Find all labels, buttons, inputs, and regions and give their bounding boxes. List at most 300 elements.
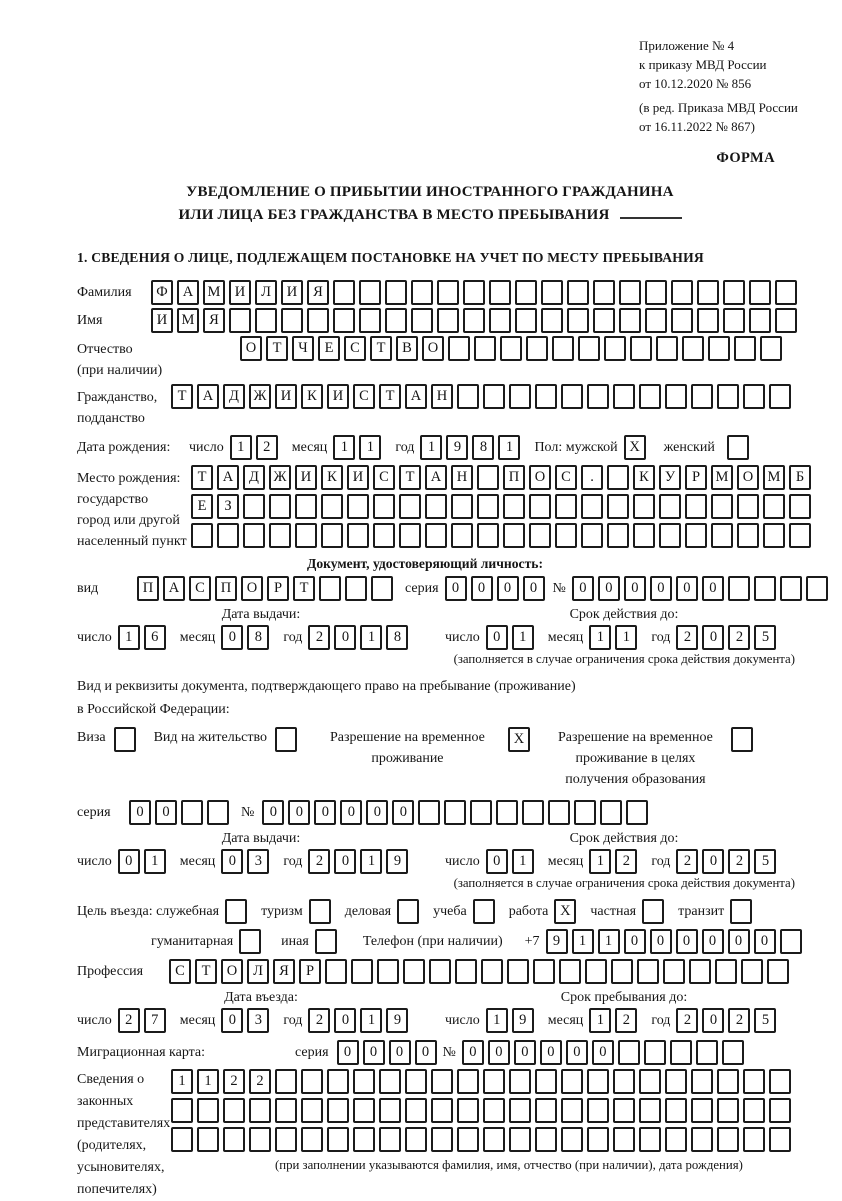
form-cell[interactable] [697,280,719,305]
form-cell[interactable] [567,280,589,305]
form-cell[interactable] [637,959,659,984]
form-cell[interactable] [444,800,466,825]
form-cell[interactable] [191,523,213,548]
form-cell[interactable] [529,523,551,548]
form-cell[interactable] [327,1127,349,1152]
form-cell[interactable]: 0 [572,576,594,601]
form-cell[interactable]: 1 [144,849,166,874]
form-cell[interactable] [618,1040,640,1065]
form-cell[interactable] [587,1069,609,1094]
form-cell[interactable] [295,523,317,548]
form-cell[interactable]: 0 [288,800,310,825]
form-cell[interactable]: 0 [598,576,620,601]
form-cell[interactable] [379,1127,401,1152]
form-cell[interactable] [741,959,763,984]
form-cell[interactable]: Т [266,336,288,361]
form-cell[interactable]: 0 [728,929,750,954]
form-cell[interactable]: 8 [386,625,408,650]
form-cell[interactable]: 0 [566,1040,588,1065]
form-cell[interactable] [723,308,745,333]
form-cell[interactable]: 0 [650,929,672,954]
form-cell[interactable]: Я [307,280,329,305]
form-cell[interactable] [561,1069,583,1094]
form-cell[interactable] [529,494,551,519]
form-cell[interactable]: С [373,465,395,490]
form-cell[interactable] [665,1069,687,1094]
form-cell[interactable] [377,959,399,984]
form-cell[interactable] [633,523,655,548]
form-cell[interactable]: 0 [221,1008,243,1033]
form-cell[interactable] [275,727,297,752]
form-cell[interactable] [307,308,329,333]
form-cell[interactable] [769,1069,791,1094]
form-cell[interactable] [587,1098,609,1123]
form-cell[interactable]: 9 [386,849,408,874]
form-cell[interactable]: 2 [728,625,750,650]
form-cell[interactable] [470,800,492,825]
form-cell[interactable] [581,494,603,519]
form-cell[interactable] [373,523,395,548]
form-cell[interactable] [685,494,707,519]
form-cell[interactable] [431,1098,453,1123]
form-cell[interactable]: 0 [497,576,519,601]
form-cell[interactable] [309,899,331,924]
form-cell[interactable] [717,384,739,409]
form-cell[interactable] [760,336,782,361]
form-cell[interactable] [604,336,626,361]
form-cell[interactable] [171,1098,193,1123]
form-cell[interactable] [708,336,730,361]
form-cell[interactable] [319,576,341,601]
form-cell[interactable]: Ф [151,280,173,305]
form-cell[interactable] [717,1098,739,1123]
form-cell[interactable] [418,800,440,825]
form-cell[interactable] [775,308,797,333]
form-cell[interactable] [223,1127,245,1152]
form-cell[interactable] [359,280,381,305]
form-cell[interactable]: 0 [363,1040,385,1065]
form-cell[interactable]: П [215,576,237,601]
form-cell[interactable] [639,384,661,409]
form-cell[interactable]: 2 [249,1069,271,1094]
form-cell[interactable]: 8 [472,435,494,460]
form-cell[interactable]: И [229,280,251,305]
form-cell[interactable] [691,1127,713,1152]
form-cell[interactable] [552,336,574,361]
form-cell[interactable] [780,576,802,601]
form-cell[interactable]: 0 [462,1040,484,1065]
form-cell[interactable]: Ж [249,384,271,409]
form-cell[interactable]: И [281,280,303,305]
form-cell[interactable]: И [295,465,317,490]
form-cell[interactable]: Н [451,465,473,490]
form-cell[interactable] [425,523,447,548]
form-cell[interactable] [645,308,667,333]
form-cell[interactable]: Л [247,959,269,984]
form-cell[interactable]: О [422,336,444,361]
form-cell[interactable] [630,336,652,361]
form-cell[interactable] [321,523,343,548]
form-cell[interactable]: З [217,494,239,519]
form-cell[interactable] [275,1069,297,1094]
form-cell[interactable] [806,576,828,601]
form-cell[interactable] [754,576,776,601]
form-cell[interactable] [559,959,581,984]
form-cell[interactable] [633,494,655,519]
form-cell[interactable] [737,494,759,519]
form-cell[interactable] [333,280,355,305]
form-cell[interactable] [500,336,522,361]
form-cell[interactable] [689,959,711,984]
form-cell[interactable] [425,494,447,519]
form-cell[interactable]: 2 [308,849,330,874]
form-cell[interactable]: А [177,280,199,305]
form-cell[interactable] [399,523,421,548]
form-cell[interactable] [743,1098,765,1123]
form-cell[interactable]: 3 [247,1008,269,1033]
form-cell[interactable] [743,384,765,409]
form-cell[interactable]: К [301,384,323,409]
form-cell[interactable] [483,1098,505,1123]
form-cell[interactable]: Д [223,384,245,409]
form-cell[interactable]: 0 [702,576,724,601]
form-cell[interactable] [548,800,570,825]
form-cell[interactable] [711,523,733,548]
form-cell[interactable]: 1 [333,435,355,460]
form-cell[interactable] [373,494,395,519]
form-cell[interactable]: Р [267,576,289,601]
form-cell[interactable] [509,1069,531,1094]
form-cell[interactable]: Р [299,959,321,984]
form-cell[interactable] [295,494,317,519]
form-cell[interactable]: Т [171,384,193,409]
form-cell[interactable] [483,384,505,409]
form-cell[interactable]: А [197,384,219,409]
form-cell[interactable] [600,800,622,825]
form-cell[interactable] [431,1069,453,1094]
form-cell[interactable] [223,1098,245,1123]
form-cell[interactable] [345,576,367,601]
form-cell[interactable] [581,523,603,548]
form-cell[interactable]: 0 [221,849,243,874]
form-cell[interactable] [789,523,811,548]
form-cell[interactable]: 1 [360,849,382,874]
form-cell[interactable] [567,308,589,333]
form-cell[interactable] [379,1069,401,1094]
form-cell[interactable]: 2 [676,625,698,650]
form-cell[interactable] [665,1098,687,1123]
form-cell[interactable] [541,308,563,333]
form-cell[interactable] [561,384,583,409]
form-cell[interactable] [457,1069,479,1094]
form-cell[interactable]: . [581,465,603,490]
form-cell[interactable] [503,523,525,548]
form-cell[interactable]: 0 [389,1040,411,1065]
form-cell[interactable]: И [327,384,349,409]
form-cell[interactable]: 1 [197,1069,219,1094]
form-cell[interactable]: М [203,280,225,305]
form-cell[interactable]: 9 [446,435,468,460]
form-cell[interactable]: Т [370,336,392,361]
form-cell[interactable]: 0 [118,849,140,874]
form-cell[interactable]: 1 [589,1008,611,1033]
form-cell[interactable] [451,523,473,548]
form-cell[interactable] [451,494,473,519]
form-cell[interactable] [405,1098,427,1123]
form-cell[interactable]: 7 [144,1008,166,1033]
form-cell[interactable]: 6 [144,625,166,650]
form-cell[interactable] [483,1127,505,1152]
form-cell[interactable] [496,800,518,825]
form-cell[interactable]: 0 [514,1040,536,1065]
form-cell[interactable]: Т [195,959,217,984]
form-cell[interactable] [483,1069,505,1094]
form-cell[interactable]: П [503,465,525,490]
form-cell[interactable]: Р [685,465,707,490]
form-cell[interactable] [229,308,251,333]
form-cell[interactable]: 1 [512,625,534,650]
form-cell[interactable]: 2 [615,849,637,874]
form-cell[interactable] [611,959,633,984]
form-cell[interactable]: 1 [230,435,252,460]
form-cell[interactable]: О [241,576,263,601]
form-cell[interactable] [541,280,563,305]
form-cell[interactable] [399,494,421,519]
form-cell[interactable] [737,523,759,548]
form-cell[interactable] [535,384,557,409]
form-cell[interactable]: 0 [592,1040,614,1065]
form-cell[interactable]: 2 [676,1008,698,1033]
form-cell[interactable]: 1 [486,1008,508,1033]
form-cell[interactable]: 1 [615,625,637,650]
form-cell[interactable]: О [737,465,759,490]
form-cell[interactable]: 2 [676,849,698,874]
form-cell[interactable] [555,494,577,519]
form-cell[interactable] [255,308,277,333]
form-cell[interactable] [670,1040,692,1065]
form-cell[interactable] [659,523,681,548]
form-cell[interactable] [619,280,641,305]
form-cell[interactable] [351,959,373,984]
form-cell[interactable] [619,308,641,333]
form-cell[interactable] [463,280,485,305]
form-cell[interactable]: К [633,465,655,490]
form-cell[interactable]: С [555,465,577,490]
form-cell[interactable] [789,494,811,519]
form-cell[interactable] [243,494,265,519]
form-cell[interactable]: С [344,336,366,361]
form-cell[interactable]: 0 [702,1008,724,1033]
form-cell[interactable]: Ж [269,465,291,490]
form-cell[interactable] [593,308,615,333]
form-cell[interactable]: А [163,576,185,601]
form-cell[interactable] [473,899,495,924]
form-cell[interactable]: 2 [223,1069,245,1094]
form-cell[interactable]: 1 [360,625,382,650]
form-cell[interactable] [327,1098,349,1123]
form-cell[interactable] [561,1098,583,1123]
form-cell[interactable] [379,1098,401,1123]
form-cell[interactable]: 1 [572,929,594,954]
form-cell[interactable] [656,336,678,361]
form-cell[interactable]: А [425,465,447,490]
form-cell[interactable] [769,1098,791,1123]
form-cell[interactable]: 0 [676,929,698,954]
form-cell[interactable] [269,523,291,548]
form-cell[interactable] [639,1127,661,1152]
form-cell[interactable] [477,465,499,490]
form-cell[interactable]: Т [399,465,421,490]
form-cell[interactable] [431,1127,453,1152]
form-cell[interactable]: 0 [415,1040,437,1065]
form-cell[interactable]: С [189,576,211,601]
form-cell[interactable] [321,494,343,519]
form-cell[interactable]: 0 [340,800,362,825]
form-cell[interactable]: 5 [754,1008,776,1033]
form-cell[interactable] [696,1040,718,1065]
form-cell[interactable]: М [711,465,733,490]
form-cell[interactable] [769,1127,791,1152]
form-cell[interactable] [533,959,555,984]
form-cell[interactable]: 0 [486,625,508,650]
form-cell[interactable]: И [151,308,173,333]
form-cell[interactable]: X [554,899,576,924]
form-cell[interactable] [411,280,433,305]
form-cell[interactable] [613,1069,635,1094]
form-cell[interactable]: 0 [314,800,336,825]
form-cell[interactable]: 2 [728,1008,750,1033]
form-cell[interactable] [405,1069,427,1094]
form-cell[interactable] [613,384,635,409]
form-cell[interactable] [711,494,733,519]
form-cell[interactable] [644,1040,666,1065]
form-cell[interactable] [731,727,753,752]
form-cell[interactable] [607,523,629,548]
form-cell[interactable]: Н [431,384,453,409]
form-cell[interactable] [239,929,261,954]
form-cell[interactable] [743,1127,765,1152]
form-cell[interactable]: Д [243,465,265,490]
form-cell[interactable] [607,465,629,490]
form-cell[interactable] [333,308,355,333]
form-cell[interactable]: 0 [488,1040,510,1065]
form-cell[interactable] [385,280,407,305]
form-cell[interactable] [727,435,749,460]
form-cell[interactable]: Т [293,576,315,601]
form-cell[interactable] [225,899,247,924]
form-cell[interactable] [685,523,707,548]
form-cell[interactable]: 2 [256,435,278,460]
form-cell[interactable] [429,959,451,984]
form-cell[interactable] [371,576,393,601]
form-cell[interactable]: В [396,336,418,361]
form-cell[interactable] [509,1127,531,1152]
form-cell[interactable]: 1 [420,435,442,460]
form-cell[interactable]: Т [379,384,401,409]
form-cell[interactable] [269,494,291,519]
form-cell[interactable] [457,1098,479,1123]
form-cell[interactable]: 3 [247,849,269,874]
form-cell[interactable] [639,1098,661,1123]
form-cell[interactable]: 9 [546,929,568,954]
form-cell[interactable]: 0 [624,929,646,954]
form-cell[interactable] [743,1069,765,1094]
form-cell[interactable] [437,280,459,305]
form-cell[interactable]: 0 [337,1040,359,1065]
form-cell[interactable]: 0 [334,849,356,874]
form-cell[interactable]: А [217,465,239,490]
form-cell[interactable] [457,384,479,409]
form-cell[interactable] [585,959,607,984]
form-cell[interactable] [281,308,303,333]
form-cell[interactable]: Е [318,336,340,361]
form-cell[interactable] [353,1098,375,1123]
form-cell[interactable]: 5 [754,849,776,874]
form-cell[interactable]: 0 [650,576,672,601]
form-cell[interactable]: 0 [702,849,724,874]
form-cell[interactable] [181,800,203,825]
form-cell[interactable] [613,1127,635,1152]
form-cell[interactable] [697,308,719,333]
form-cell[interactable]: 0 [702,625,724,650]
form-cell[interactable] [411,308,433,333]
form-cell[interactable] [671,280,693,305]
form-cell[interactable]: 0 [334,1008,356,1033]
form-cell[interactable] [397,899,419,924]
form-cell[interactable] [437,308,459,333]
form-cell[interactable]: О [529,465,551,490]
form-cell[interactable]: 1 [598,929,620,954]
form-cell[interactable] [353,1069,375,1094]
form-cell[interactable] [249,1127,271,1152]
form-cell[interactable] [207,800,229,825]
form-cell[interactable] [671,308,693,333]
form-cell[interactable] [691,1069,713,1094]
form-cell[interactable]: К [321,465,343,490]
form-cell[interactable]: 8 [247,625,269,650]
form-cell[interactable]: 1 [589,625,611,650]
form-cell[interactable]: 0 [471,576,493,601]
form-cell[interactable] [197,1127,219,1152]
form-cell[interactable] [723,280,745,305]
form-cell[interactable]: X [624,435,646,460]
form-cell[interactable]: 0 [676,576,698,601]
form-cell[interactable]: 2 [308,625,330,650]
form-cell[interactable] [359,308,381,333]
form-cell[interactable]: У [659,465,681,490]
form-cell[interactable]: 9 [386,1008,408,1033]
form-cell[interactable]: О [221,959,243,984]
form-cell[interactable]: М [177,308,199,333]
form-cell[interactable]: Я [273,959,295,984]
form-cell[interactable] [763,494,785,519]
form-cell[interactable] [315,929,337,954]
form-cell[interactable] [775,280,797,305]
form-cell[interactable]: 0 [540,1040,562,1065]
form-cell[interactable]: 1 [359,435,381,460]
form-cell[interactable] [691,1098,713,1123]
form-cell[interactable] [275,1127,297,1152]
form-cell[interactable]: Е [191,494,213,519]
form-cell[interactable]: С [169,959,191,984]
form-cell[interactable] [626,800,648,825]
form-cell[interactable] [574,800,596,825]
form-cell[interactable]: 1 [512,849,534,874]
form-cell[interactable] [555,523,577,548]
form-cell[interactable] [561,1127,583,1152]
form-cell[interactable] [665,1127,687,1152]
form-cell[interactable] [665,384,687,409]
